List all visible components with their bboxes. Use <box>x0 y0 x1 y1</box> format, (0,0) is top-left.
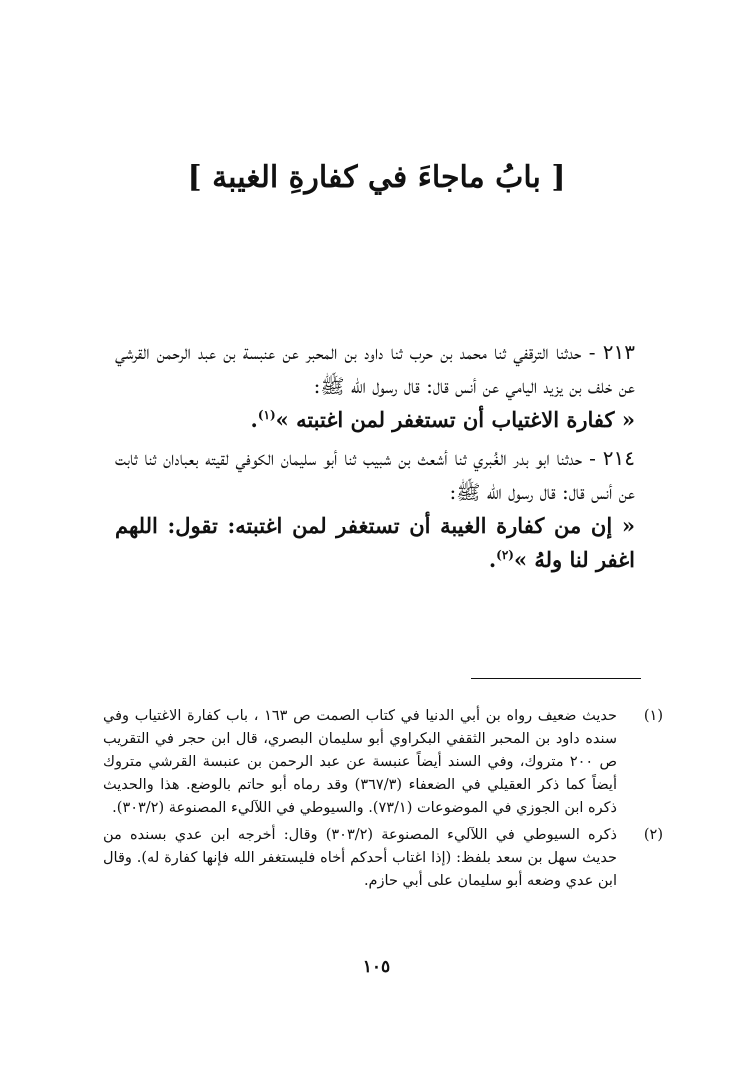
hadith-214: ٢١٤ - حدثنا ابو بدر الغُبري ثنا أشعث بن شبيب ثنا أبو سليمان الكوفي لقيته بعبادان ثنا ثابت عن أنس قال: قال رسول الله ﷺ: <box>115 446 635 504</box>
footnote-separator <box>471 678 641 679</box>
page-number: ١٠٥ <box>362 957 391 977</box>
footnote-number: (١) <box>643 708 663 724</box>
footnote-ref-1: (١) <box>257 408 276 422</box>
hadith-214-quote-text: « إن من كفارة الغيبة أن تستغفر لمن اغتبته: تقول: اللهم اغفر لنا ولهُ » <box>115 513 635 572</box>
main-text <box>115 335 635 577</box>
footnote-2 <box>103 824 663 893</box>
hadith-213-quote: « كفارة الاغتياب أن تستغفر لمن اغتبته »$^{(١)}$. <box>250 407 635 432</box>
footnote-text: حديث ضعيف رواه بن أبي الدنيا في كتاب الصمت ص ١٦٣ ، باب كفارة الاغتياب وفي سنده داود بن المحبر الثقفي البكراوي أبو سليمان البصري، قال ابن حجر في التقريب ص ٢٠٠ متروك، وفي السند أيضاً عنبسة عن عبد الرحمن بن عنبسة القرشي متروك أيضاً كما ذكر العقيلي في الضعفاء (٣٦٧/٣) وقد رماه أبو حاتم بالوضع. هذا والحديث ذكره ابن الجوزي في الموضوعات (٧٣/١). والسيوطي في اللآليء المصنوعة (٣٠٣/٢). <box>103 708 618 816</box>
hadith-214-quote: « إن من كفارة الغيبة أن تستغفر لمن اغتبته: تقول: اللهم اغفر لنا ولهُ »$^{(٢)}$. <box>115 513 635 572</box>
footnote-ref-2: (٢) <box>496 548 514 562</box>
footnote-1 <box>103 705 663 820</box>
chapter-title: [ بابُ ماجاءَ في كفارةِ الغيبة ] <box>187 160 566 195</box>
footnotes <box>103 705 663 897</box>
footnote-number: (٢) <box>643 827 663 843</box>
hadith-213: ٢١٣ - حدثنا الترقفي ثنا محمد بن حرب ثنا داود بن المحبر عن عنبسة بن عبد الرحمن القرشي عن خلف بن يزيد اليامي عن أنس قال: قال رسول الله ﷺ: <box>115 340 635 398</box>
footnote-text: ذكره السيوطي في اللآليء المصنوعة (٣٠٣/٢) وقال: أخرجه ابن عدي بسنده من حديث سهل بن سعد بلفظ: (إذا اغتاب أحدكم أخاه فليستغفر الله فإنها كفارة له). وقال ابن عدي وضعه أبو سليمان على أبي حازم. <box>103 827 617 889</box>
hadith-213-quote-text: « كفارة الاغتياب أن تستغفر لمن اغتبته » <box>275 407 635 432</box>
